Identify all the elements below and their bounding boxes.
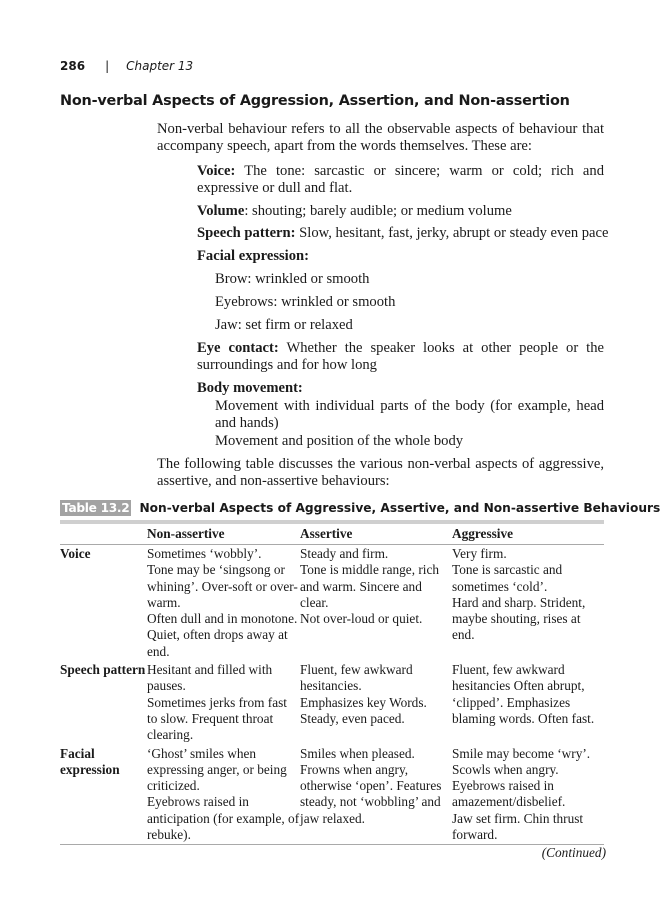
cell-line: Often dull and in monotone. Quiet, often drops away at end. bbox=[147, 611, 298, 659]
cell-line: Tone is middle range, rich and warm. Sincere and clear. bbox=[300, 562, 440, 610]
header-assertive: Assertive bbox=[300, 526, 353, 541]
facial-item-brow: Brow: wrinkled or smooth bbox=[215, 271, 370, 287]
aspect-eye-contact bbox=[197, 340, 604, 374]
aspect-speech-pattern bbox=[197, 225, 617, 242]
aspect-eye-contact-text: Whether the speaker looks at other people or the surroundings and for how long bbox=[197, 340, 605, 373]
header-separator: | bbox=[105, 59, 110, 73]
cell-line: ‘Ghost’ smiles when expressing anger, or being criticized. bbox=[147, 745, 287, 794]
facial-item-jaw: Jaw: set firm or relaxed bbox=[215, 317, 353, 333]
body-item-whole: Movement and position of the whole body bbox=[215, 433, 464, 449]
cell-line: Not over-loud or quiet. bbox=[300, 611, 423, 627]
aspect-facial-expression-label: Facial expression: bbox=[197, 248, 310, 264]
cell-line: Steady, even paced. bbox=[300, 710, 405, 726]
row-label-facial-expression: Facial expression bbox=[60, 745, 120, 777]
cell-line: Fluent, few awkward hesitancies Often abrupt, ‘clipped’. Emphasizes blaming words. Often fast. bbox=[452, 662, 595, 726]
table-number-tag: Table 13.2 bbox=[62, 501, 130, 515]
cell-line: Tone may be ‘singsong or whining’. Over-soft or over-warm. bbox=[147, 562, 298, 610]
behaviour-table bbox=[60, 526, 604, 845]
cell-speech-non-assertive bbox=[147, 661, 300, 744]
cell-facial-aggressive bbox=[452, 745, 604, 845]
cell-line: Very firm. bbox=[452, 546, 507, 561]
section-heading: Non-verbal Aspects of Aggression, Assertion, and Non-assertion bbox=[60, 93, 570, 109]
aspect-voice-text: The tone: sarcastic or sincere; warm or cold; rich and expressive or dull and flat. bbox=[197, 163, 604, 196]
running-head bbox=[60, 59, 193, 73]
cell-line: Smile may become ‘wry’. Scowls when angry. Eyebrows raised in amazement/disbelief. bbox=[452, 745, 591, 810]
table-caption bbox=[60, 500, 660, 516]
cell-line: Smiles when pleased. Frowns when angry, otherwise ‘open’. Features steady, not ‘wobbling’ and jaw relaxed. bbox=[300, 745, 442, 826]
cell-line: Hesitant and filled with pauses. bbox=[147, 662, 273, 694]
aspect-body-movement-label: Body movement: bbox=[197, 380, 303, 396]
intro-paragraph: Non-verbal behaviour refers to all the observable aspects of behaviour that accompany speech, apart from the words themselves. These are: bbox=[157, 121, 604, 154]
table-row bbox=[60, 745, 604, 845]
cell-line: Eyebrows raised in anticipation (for example, of rebuke). bbox=[147, 794, 300, 843]
aspect-volume-label: Volume bbox=[197, 203, 245, 219]
table-intro-paragraph: The following table discusses the various non-verbal aspects of aggressive, assertive, and non-assertive behaviours: bbox=[157, 456, 604, 489]
cell-line: Jaw set firm. Chin thrust forward. bbox=[452, 810, 584, 843]
cell-line: Sometimes ‘wobbly’. bbox=[147, 546, 262, 561]
cell-line: Emphasizes key Words. bbox=[300, 694, 427, 710]
page-number: 286 bbox=[60, 59, 86, 73]
cell-speech-assertive bbox=[300, 661, 452, 744]
header-non-assertive: Non-assertive bbox=[147, 526, 225, 541]
cell-line: Hard and sharp. Strident, maybe shouting, rises at end. bbox=[452, 594, 586, 643]
cell-facial-non-assertive bbox=[147, 745, 300, 845]
aspect-speech-pattern-text: Slow, hesitant, fast, jerky, abrupt or steady even pace bbox=[295, 225, 609, 241]
cell-facial-assertive bbox=[300, 745, 452, 845]
table-row bbox=[60, 545, 604, 662]
cell-voice-non-assertive bbox=[147, 545, 300, 662]
header-blank bbox=[60, 526, 147, 545]
table-top-rule bbox=[60, 520, 604, 524]
table-row bbox=[60, 661, 604, 744]
cell-speech-aggressive bbox=[452, 661, 604, 744]
aspect-speech-pattern-label: Speech pattern: bbox=[197, 225, 296, 241]
row-label-voice: Voice bbox=[60, 546, 91, 561]
aspect-eye-contact-label: Eye contact: bbox=[197, 340, 279, 356]
facial-item-eyebrows: Eyebrows: wrinkled or smooth bbox=[215, 294, 396, 310]
header-aggressive: Aggressive bbox=[452, 526, 514, 541]
chapter-label: Chapter 13 bbox=[126, 59, 194, 73]
cell-line: Sometimes jerks from fast to slow. Frequent throat clearing. bbox=[147, 694, 287, 743]
aspect-voice-label: Voice: bbox=[197, 163, 236, 179]
continued-note: (Continued) bbox=[541, 845, 606, 860]
cell-voice-assertive bbox=[300, 545, 452, 662]
cell-line: Tone is sarcastic and sometimes ‘cold’. bbox=[452, 562, 563, 594]
cell-voice-aggressive bbox=[452, 545, 604, 662]
table-header-row bbox=[60, 526, 604, 545]
body-item-parts: Movement with individual parts of the body (for example, head and hands) bbox=[215, 398, 604, 431]
row-label-speech-pattern: Speech pattern bbox=[60, 662, 146, 678]
aspect-volume-text: : shouting; barely audible; or medium volume bbox=[244, 203, 512, 219]
cell-line: Steady and firm. bbox=[300, 546, 389, 561]
aspect-volume bbox=[197, 203, 604, 220]
aspect-voice bbox=[197, 163, 604, 197]
cell-line: Fluent, few awkward hesitancies. bbox=[300, 662, 413, 694]
table-caption-text: Non-verbal Aspects of Aggressive, Assertive, and Non-assertive Behaviours bbox=[139, 501, 661, 515]
